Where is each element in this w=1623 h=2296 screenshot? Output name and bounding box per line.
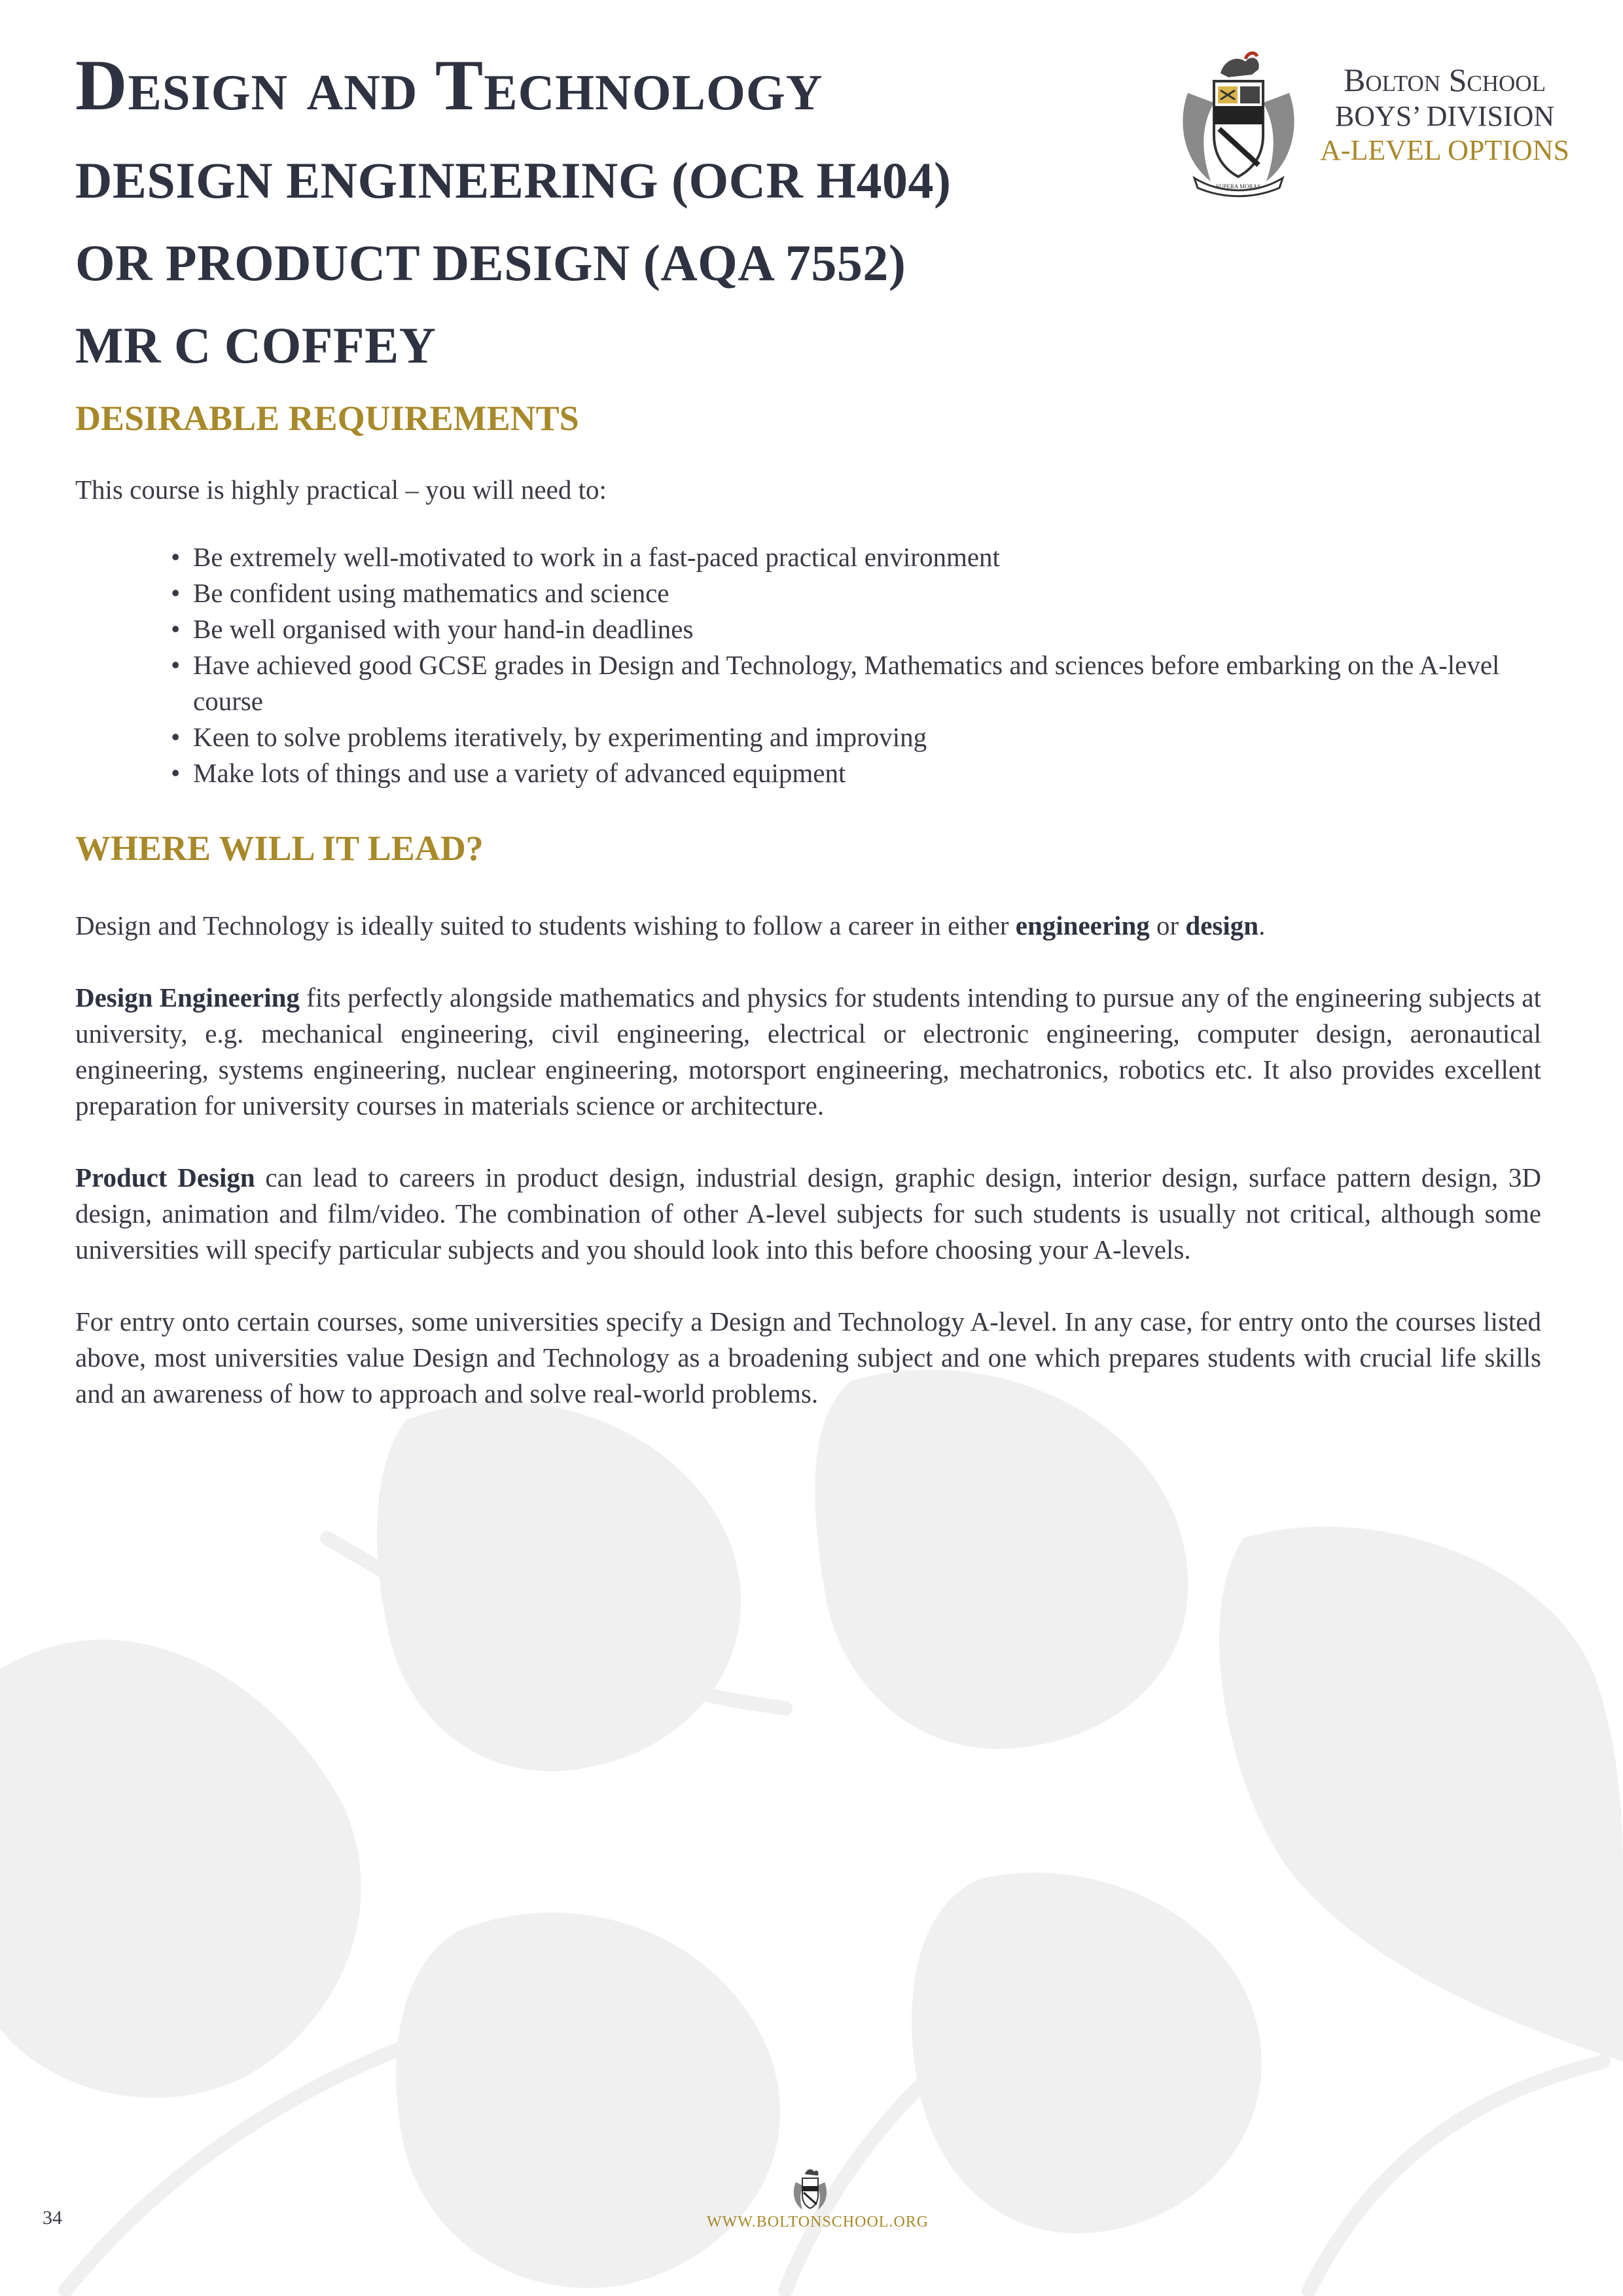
design-engineering-paragraph (75, 980, 1541, 1124)
main-content (75, 399, 1541, 1412)
page-title: Design and Technology (75, 45, 823, 125)
list-item: • Keen to solve problems iteratively, by experimenting and improving (193, 719, 1541, 755)
list-item: • Be well organised with your hand-in deadlines (193, 611, 1541, 647)
course-subtitle-product-design: OR PRODUCT DESIGN (AQA 7552) (75, 234, 906, 291)
emphasis-design: design (1185, 910, 1259, 941)
requirements-intro: This course is highly practical – you will need to: (75, 475, 607, 505)
requirements-heading: DESIRABLE REQUIREMENTS (75, 399, 579, 438)
school-division: BOYS’ DIVISION (1334, 99, 1555, 132)
footer-crest-icon (791, 2166, 830, 2214)
list-item: • Be extremely well-motivated to work in a fast-paced practical environment (193, 539, 1541, 575)
paragraph-text: or (1149, 910, 1186, 941)
page-number: 34 (43, 2207, 62, 2229)
alevel-options-label: A-LEVEL OPTIONS (1320, 134, 1569, 167)
product-design-paragraph (75, 1160, 1541, 1268)
paragraph-text: . (1258, 910, 1266, 941)
list-item: • Be confident using mathematics and science (193, 575, 1541, 611)
list-item: • Make lots of things and use a variety of advanced equipment (193, 755, 1541, 791)
school-name: Bolton School (1344, 62, 1546, 98)
school-branding (1175, 47, 1580, 204)
paragraph-text: can lead to careers in product design, industrial design, graphic design, interior design, surface pattern design, 3D design, animation and film/video. The combination of other A-level subjects for such students is usually not critical, although some universities will specify particular subjects and you should look into this before choosing your A-levels. (75, 1162, 1541, 1265)
school-crest-icon (1175, 47, 1302, 201)
background-floral-watermark (0, 1342, 1623, 2296)
teacher-name: MR C COFFEY (75, 317, 437, 374)
product-design-label: Product Design (75, 1162, 255, 1193)
school-text (1312, 62, 1577, 168)
where-lead-heading: WHERE WILL IT LEAD? (75, 829, 484, 869)
page-header (75, 45, 1188, 374)
career-intro-paragraph (75, 908, 1541, 944)
paragraph-text: Design and Technology is ideally suited to students wishing to follow a career in either (75, 910, 1016, 941)
course-subtitle-engineering: DESIGN ENGINEERING (OCR H404) (75, 152, 952, 209)
footer-website-link[interactable]: WWW.BOLTONSCHOOL.ORG (707, 2214, 929, 2231)
paragraph-text: fits perfectly alongside mathematics and physics for students intending to pursue any of the engineering subjects at university, e.g. mechanical engineering, civil engineering, electrical or electronic engineering, computer design, aeronautical engineering, systems engineering, nuclear engineering, motorsport engineering, mechatronics, robotics etc. It also provides excellent preparation for university courses in materials science or architecture. (75, 982, 1541, 1121)
emphasis-engineering: engineering (1015, 910, 1150, 941)
university-entry-paragraph: For entry onto certain courses, some universities specify a Design and Technology A-level. In any case, for entry onto the courses listed above, most universities value Design and Technology as a broadening subject and one which prepares students with crucial life skills and an awareness of how to approach and solve real-world problems. (75, 1306, 1541, 1408)
list-item: • Have achieved good GCSE grades in Design and Technology, Mathematics and sciences before embarking on the A-level course (193, 647, 1541, 719)
svg-text:SUPERA MORAS: SUPERA MORAS (1215, 183, 1261, 190)
requirements-list (75, 539, 1541, 791)
design-engineering-label: Design Engineering (75, 982, 300, 1013)
